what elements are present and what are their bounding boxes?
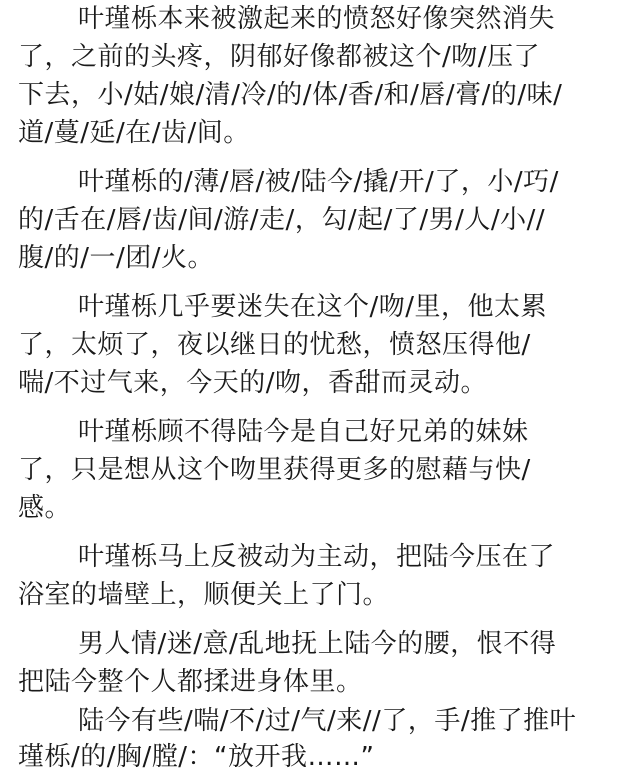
text-line: 把陆今整个人都揉进身体里。: [18, 667, 363, 697]
text-line: 瑾栎/的/胸/膛/：“放开我……”: [18, 742, 375, 772]
text-line: 了，太烦了，夜以继日的忧愁，愤怒压得他/: [18, 330, 531, 360]
text-line: 叶瑾栎的/薄/唇/被/陆今/撬/开/了，小/巧/: [78, 167, 559, 197]
text-line: 叶瑾栎本来被激起来的愤怒好像突然消失: [78, 4, 556, 34]
text-line: 感。: [18, 493, 72, 523]
text-line: 喘/不过气来，今天的/吻，香甜而灵动。: [18, 368, 488, 398]
text-line: 了，只是想从这个吻里获得更多的慰藉与快/: [18, 455, 531, 485]
text-line: 的/舌在/唇/齿/间/游/走/，勾/起/了/男/人/小//: [18, 205, 546, 235]
text-line: 了，之前的头疼，阴郁好像都被这个/吻/压了: [18, 42, 541, 72]
text-line: 男人情/迷/意/乱地抚上陆今的腰，恨不得: [78, 629, 557, 659]
text-line: 叶瑾栎顾不得陆今是自己好兄弟的妹妹: [78, 417, 529, 447]
text-line: 浴室的墙壁上，顺便关上了门。: [18, 580, 390, 610]
text-line: 陆今有些/喘/不/过/气/来//了，手/推了推叶: [78, 706, 577, 736]
text-line: 叶瑾栎马上反被动为主动，把陆今压在了: [78, 542, 556, 572]
text-line: 道/蔓/延/在/齿/间。: [18, 118, 250, 148]
text-line: 叶瑾栎几乎要迷失在这个/吻/里，他太累: [78, 292, 548, 322]
text-line: 腹/的/一/团/火。: [18, 243, 215, 273]
text-line: 下去，小/姑/娘/清/冷/的/体/香/和/唇/膏/的/味/: [18, 80, 563, 110]
